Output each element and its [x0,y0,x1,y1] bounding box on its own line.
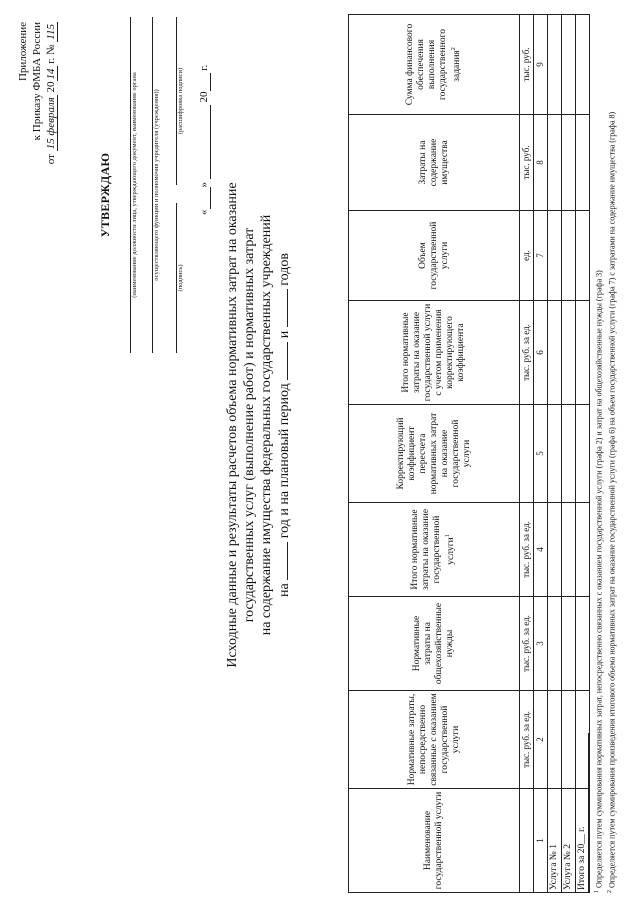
row-value-cell [548,15,562,115]
footnotes [592,13,617,893]
footnote-2 [605,13,618,893]
annex-title: Приложение [17,22,29,82]
header-text-4: Итого нормативные затраты на оказание государственной услуги [410,508,457,591]
annex-year-end: г. [45,57,57,64]
header-text-2: Нормативные затраты, непосредственно связанные с оказанием государственной услуги [406,693,461,786]
table-row [562,15,576,893]
label-function: осуществляющего функции и полномочия учредителя (учреждения)) [153,89,160,281]
label-position: (наименование должности лица, утверждающего документ, наименование органа [131,72,138,298]
date-year-suffix: г. [198,64,210,71]
unit-cell-5 [520,405,534,503]
header-text-5: Корректирующий коэффициент пересчета нормативных затрат на оказание государственной услуги [395,412,472,495]
header-text-3: Нормативные затраты на общехозяйственные нужды [412,602,455,685]
header-col-8 [349,115,520,211]
column-number-8: 8 [534,115,548,211]
table-header-row [349,15,520,893]
row-value-cell [576,211,590,301]
label-decode: (расшифровка подписи) [177,67,184,135]
annex-handwritten-date: 15 февраля [45,97,57,150]
header-text-6: Итого нормативные затраты на оказание государственной услуги с учетом применения корректирующего коэффициента [401,303,466,402]
unit-cell-8: тыс. руб. [520,115,534,211]
footnote-1-text: Определяется путем суммирования нормативных затрат, непосредственно связанных с оказанием государственной услуги (графа 2) и затрат на общехозяйственные нужды (графа 3) [594,270,604,888]
header-col-1 [349,789,520,893]
header-col-2 [349,691,520,789]
approval-date-line [198,65,211,215]
column-number-3: 3 [534,597,548,691]
header-footnote-mark-4: 1 [445,534,452,538]
header-col-3 [349,597,520,691]
annex-number-value: 115 [45,24,57,40]
annex-header [16,22,58,164]
row-value-cell [576,115,590,211]
footnote-1-mark: 1 [594,890,600,893]
row-value-cell [576,503,590,597]
column-number-9: 9 [534,15,548,115]
row-value-cell [548,115,562,211]
row-value-cell [562,211,576,301]
row-value-cell [562,15,576,115]
row-label: Услуга № 2 [562,789,576,893]
annex-year-suffix: 14 [45,68,57,80]
title-and: и [277,330,292,339]
document-title [224,95,293,755]
column-number-1: 1 [534,789,548,893]
title-end: годов [277,253,292,286]
header-col-7 [349,211,520,301]
annex-order-line: к Приказу ФМБА России [31,22,43,141]
unit-cell-2: тыс. руб. за ед. [520,691,534,789]
table-units-row [520,15,534,893]
title-line-4 [275,95,293,755]
column-number-2: 2 [534,691,548,789]
unit-cell-4: тыс. руб. за ед. [520,503,534,597]
annex-year-prefix: 20 [45,81,57,93]
unit-cell-6: тыс. руб. за ед. [520,301,534,405]
title-mid: год и на плановый период [277,383,292,539]
footnote-rule [588,733,589,893]
title-line-1: Исходные данные и результаты расчетов объема нормативных затрат на оказание [225,182,240,668]
annex-number-label: № [45,44,57,55]
approve-title: УТВЕРЖДАЮ [98,152,112,238]
date-close-quote: » [198,182,210,188]
annex-from-label: от [45,154,57,165]
table-numbers-row [534,15,548,893]
title-line-2: государственных услуг (выполнение работ) и нормативных затрат [242,227,257,623]
header-text-1: Наименование государственной услуги [423,791,444,890]
header-text-8: Затраты на содержание имущества [417,138,450,187]
column-number-4: 4 [534,503,548,597]
column-number-6: 6 [534,301,548,405]
date-open-quote: « [198,209,210,215]
row-value-cell [562,503,576,597]
annex-date-line [44,22,58,164]
unit-cell-1 [520,789,534,893]
row-value-cell [562,691,576,789]
row-label: Услуга № 1 [548,789,562,893]
column-number-7: 7 [534,211,548,301]
label-signature: (подпись) [177,264,184,292]
header-text-9: Сумма финансового обеспечения выполнения государственного задания [404,23,463,106]
row-value-cell [562,301,576,405]
header-col-6 [349,301,520,405]
row-value-cell [548,503,562,597]
row-value-cell [576,405,590,503]
header-footnote-mark-9: 2 [450,47,457,51]
header-col-9 [349,15,520,115]
date-year-prefix: 20 [198,91,210,103]
row-value-cell [548,691,562,789]
row-value-cell [562,597,576,691]
row-value-cell [548,301,562,405]
header-col-4 [349,503,520,597]
row-value-cell [562,405,576,503]
header-col-5 [349,405,520,503]
footnote-2-text: Определяется путем суммирования произведения итогового объема нормативных затрат на оказание государственной услуги (графа 6) на объем государственной услуги (графа 7) с затратами на содержание имущества (графа 8) [607,111,617,888]
table-body [548,15,590,893]
row-value-cell [576,597,590,691]
unit-cell-3: тыс. руб. за ед. [520,597,534,691]
title-line-3: на содержание имущества федеральных государственных учреждений [259,214,274,636]
row-value-cell [548,405,562,503]
header-text-7: Объем государственной услуги [417,221,450,290]
row-label: Итого за 20__ г. [576,789,590,893]
row-value-cell [576,301,590,405]
row-value-cell [562,115,576,211]
row-value-cell [548,211,562,301]
row-value-cell [576,15,590,115]
footnote-1 [592,13,605,893]
norm-costs-table [348,14,590,893]
row-value-cell [548,597,562,691]
title-on: на [277,583,292,597]
unit-cell-7: ед. [520,211,534,301]
table-row [548,15,562,893]
footnote-2-mark: 2 [606,890,613,893]
unit-cell-9: тыс. руб. [520,15,534,115]
column-number-5: 5 [534,405,548,503]
